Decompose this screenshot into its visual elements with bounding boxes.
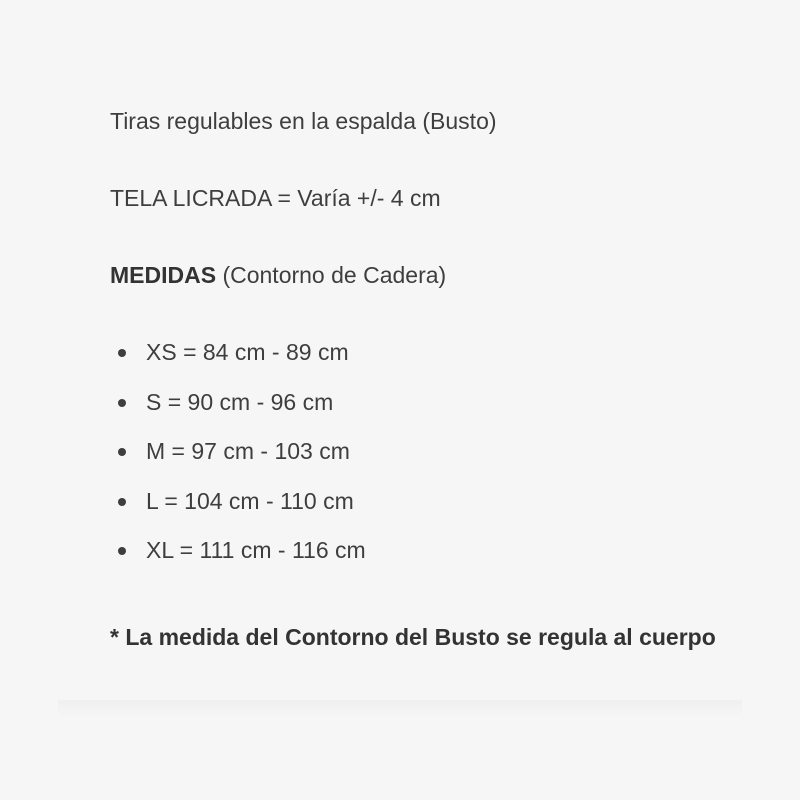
size-label: L = 104 cm - 110 cm: [146, 487, 354, 514]
measures-heading-detail: (Contorno de Cadera): [216, 262, 447, 288]
measures-heading: [110, 260, 446, 290]
bottom-divider: [58, 700, 742, 718]
bullet-icon: [118, 448, 126, 456]
size-label: XL = 111 cm - 116 cm: [146, 537, 366, 563]
measures-heading-bold: MEDIDAS: [110, 262, 217, 288]
size-label: S = 90 cm - 96 cm: [146, 388, 334, 415]
straps-text: Tiras regulables en la espalda (Busto): [110, 108, 497, 134]
bullet-icon: [118, 399, 126, 407]
bullet-icon: [118, 349, 126, 357]
fabric-text: TELA LICRADA = Varía +/- 4 cm: [110, 185, 441, 211]
size-label: M = 97 cm - 103 cm: [146, 438, 350, 464]
bullet-icon: [118, 498, 126, 506]
size-label: XS = 84 cm - 89 cm: [146, 339, 349, 365]
bust-note: * La medida del Contorno del Busto se regula al cuerpo: [110, 624, 716, 650]
bullet-icon: [118, 547, 126, 555]
